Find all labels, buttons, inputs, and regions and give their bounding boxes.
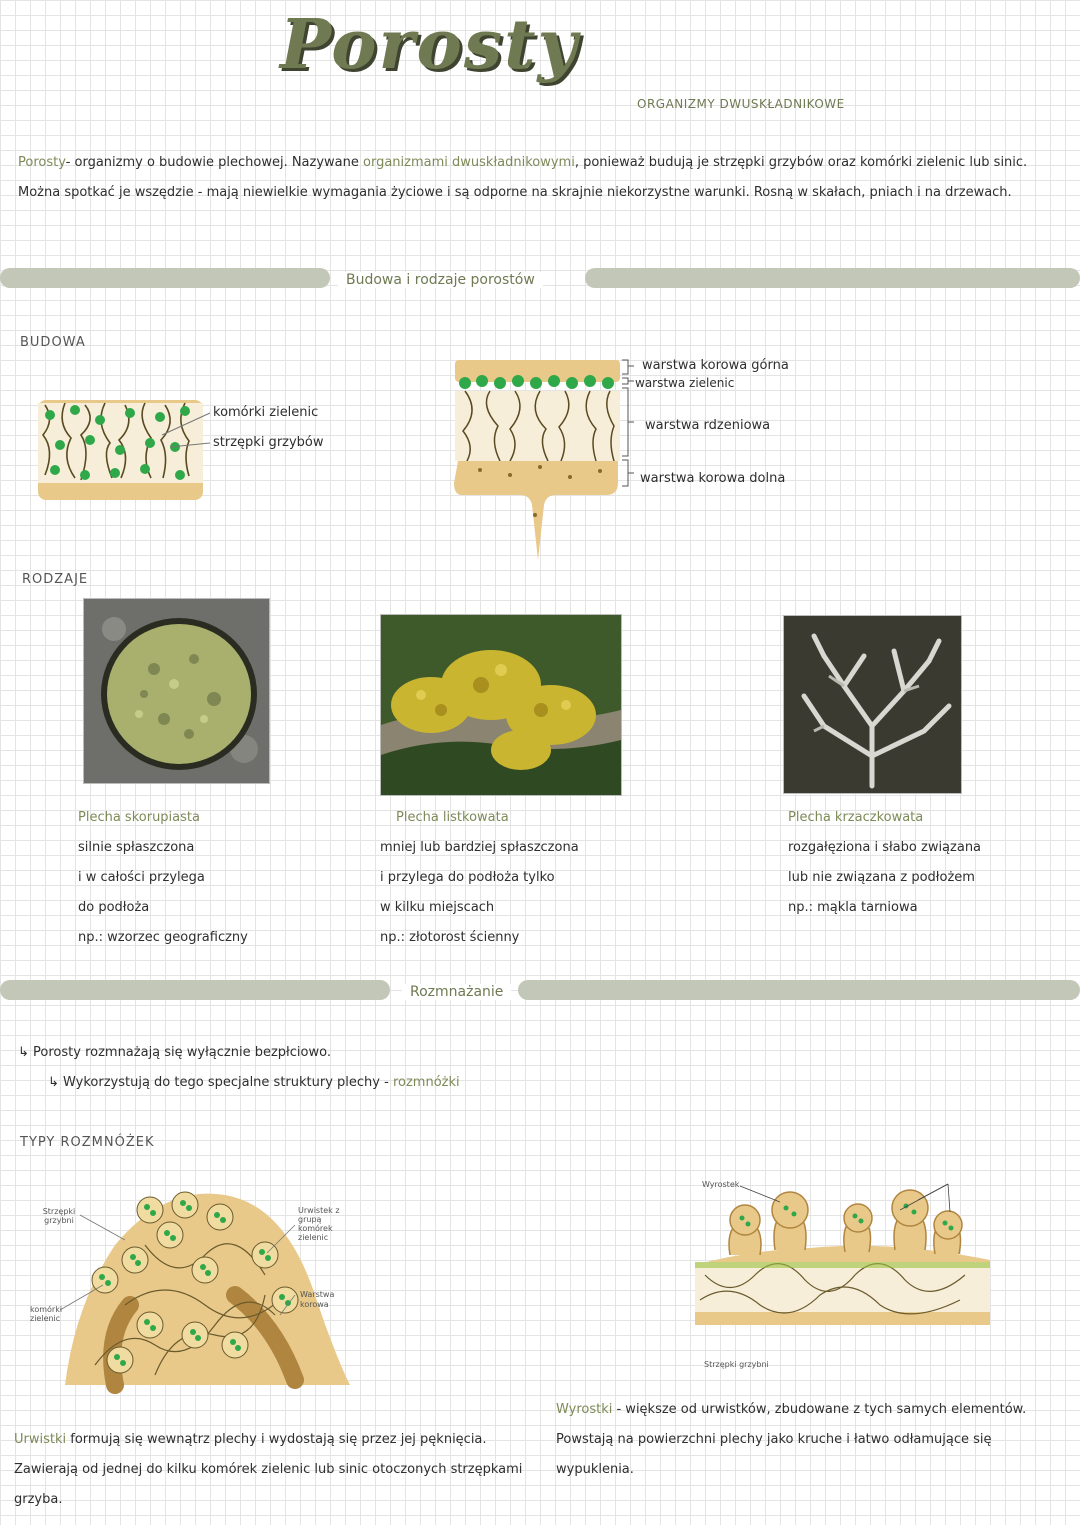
rodzaj-line: w kilku miejscach <box>380 900 495 915</box>
label-strzepki-grzybni: Strzępki grzybni <box>42 1207 76 1225</box>
rodzaj-card-krzaczkowata <box>788 803 1073 923</box>
section-band-left <box>0 980 390 1000</box>
section-band-left <box>0 268 330 288</box>
rodzaj-line: lub nie związana z podłożem <box>788 870 975 885</box>
rozmnazanie-text-2: Wykorzystują do tego specjalne struktury plechy - <box>63 1075 393 1090</box>
rozmnazanie-line-2 <box>48 1068 460 1098</box>
rodzaj-line: i przylega do podłoża tylko <box>380 870 555 885</box>
label-strzepki-grzybow: strzępki grzybów <box>213 435 324 450</box>
lichen-cross-section-diagram <box>450 355 630 565</box>
label-urwistek: Urwistek z grupą komórek zielenic <box>298 1206 340 1242</box>
rodzaj-title-krzaczkowata: Plecha krzaczkowata <box>788 810 924 825</box>
page-subtitle: ORGANIZMY DWUSKŁADNIKOWE <box>637 97 845 111</box>
rodzaj-line: mniej lub bardziej spłaszczona <box>380 840 579 855</box>
rozmnazanie-text-1: Porosty rozmnażają się wyłącznie bezpłciowo. <box>33 1045 331 1060</box>
rodzaj-title-listkowata: Plecha listkowata <box>396 810 509 825</box>
label-warstwa-zielenic: warstwa zielenic <box>635 376 735 390</box>
rodzaj-card-listkowata <box>380 803 700 953</box>
section-band-right <box>585 268 1080 288</box>
rozmnazanie-line-1 <box>18 1038 331 1068</box>
rodzaj-line: i w całości przylega <box>78 870 205 885</box>
rozmnozki-term: rozmnóżki <box>392 1075 460 1090</box>
label-komorki-zielenic: komórki zielenic <box>213 405 319 420</box>
budowa-heading: BUDOWA <box>20 335 86 350</box>
label-warstwa-korowa-dolna: warstwa korowa dolna <box>640 471 786 486</box>
rodzaj-line: np.: wzorzec geograficzny <box>78 930 248 945</box>
intro-term: Porosty <box>18 155 66 170</box>
label-warstwa-rdzeniowa: warstwa rdzeniowa <box>645 418 771 433</box>
section-title-budowa: Budowa i rodzaje porostów <box>338 272 543 288</box>
intro-highlight: organizmami dwuskładnikowymi <box>363 155 575 170</box>
intro-rest: , ponieważ budują je strzępki grzybów oraz komórki zielenic lub sinic. Można spotkać je wszędzie - mają niewielkie wymagania życiowe i są odporne na skrajnie niekorzystne warunki. Rosną w skałach, pniach i na drzewach. <box>18 155 1028 200</box>
rodzaj-card-skorupiasta <box>78 803 338 953</box>
photo-plecha-krzaczkowata <box>783 615 962 794</box>
label-strzepki-grzybni-2: Strzępki grzybni <box>704 1360 769 1369</box>
arrow-icon: ↳ <box>48 1075 64 1090</box>
rodzaj-line: np.: mąkla tarniowa <box>788 900 918 915</box>
rodzaj-line: rozgałęziona i słabo związana <box>788 840 982 855</box>
wyrostki-text: - większe od urwistków, zbudowane z tych samych elementów. Powstają na powierzchni plechy jako kruche i łatwo odłamujące się wypuklenia. <box>556 1402 1027 1477</box>
photo-plecha-listkowata <box>380 614 622 796</box>
rodzaj-line: do podłoża <box>78 900 150 915</box>
urwistki-term: Urwistki <box>14 1432 67 1447</box>
rodzaj-title-skorupiasta: Plecha skorupiasta <box>78 810 200 825</box>
intro-paragraph <box>18 148 1068 208</box>
label-warstwa-korowa-small: Warstwa korowa <box>300 1290 335 1309</box>
rodzaj-line: np.: złotorost ścienny <box>380 930 520 945</box>
label-wyrostek: Wyrostek <box>702 1180 740 1189</box>
label-komorki-zielenic-small: komórki zielenic <box>30 1305 63 1323</box>
wyrostki-term: Wyrostki <box>556 1402 613 1417</box>
rodzaj-line: silnie spłaszczona <box>78 840 195 855</box>
photo-plecha-skorupiasta <box>83 598 270 784</box>
section-band-right <box>518 980 1080 1000</box>
rodzaje-heading: RODZAJE <box>22 572 89 587</box>
section-title-rozmnazanie: Rozmnażanie <box>402 984 511 1000</box>
urwistki-description <box>14 1425 554 1515</box>
typy-heading: TYPY ROZMNÓŻEK <box>20 1135 155 1150</box>
intro-lead: - organizmy o budowie plechowej. Nazywane <box>65 155 364 170</box>
arrow-icon: ↳ <box>18 1045 34 1060</box>
page-title: Porosty <box>280 5 580 85</box>
label-warstwa-korowa-gorna: warstwa korowa górna <box>642 358 789 373</box>
wyrostki-description <box>556 1395 1056 1485</box>
wyrostki-diagram <box>690 1180 995 1340</box>
label-leader-lines <box>160 405 215 455</box>
urwistki-text: formują się wewnątrz plechy i wydostają się przez jej pęknięcia. Zawierają od jednej do kilku komórek zielenic lub sinic otoczonych strzępkami grzyba. <box>14 1432 523 1507</box>
